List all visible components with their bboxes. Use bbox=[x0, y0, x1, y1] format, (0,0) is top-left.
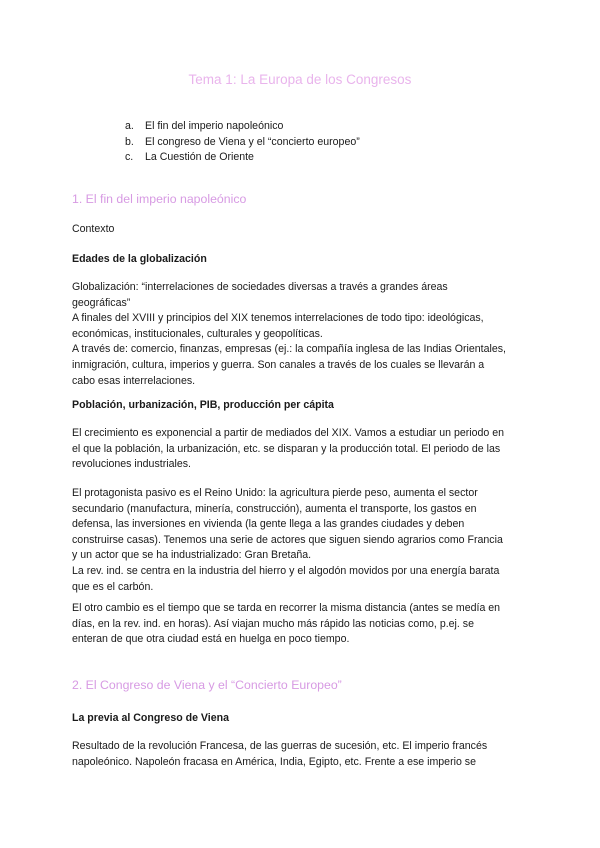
paragraph: Resultado de la revolución Francesa, de las guerras de sucesión, etc. El imperio francés napoleónico. Napoleón fracasa en América, India, Egipto, etc. Frente a ese imperio se bbox=[72, 740, 488, 768]
section-heading: 1. El fin del imperio napoleónico bbox=[72, 192, 247, 206]
paragraph: El otro cambio es el tiempo que se tarda en recorrer la misma distancia (antes se medía en días, en la rev. ind. en horas). Así viajan mucho más rápido las noticias como, p.ej. se enteran de que otra ciudad está en huelga en poco tiempo. bbox=[72, 602, 501, 646]
toc-label: El fin del imperio napoleónico bbox=[145, 120, 284, 132]
toc-marker: b. bbox=[125, 135, 134, 148]
paragraph: El crecimiento es exponencial a partir de mediados del XIX. Vamos a estudiar un periodo en el que la población, la urbanización, etc. se disparan y la producción total. El periodo de las revoluciones industriales. bbox=[72, 427, 505, 471]
subheading: La previa al Congreso de Viena bbox=[72, 712, 230, 724]
toc-item bbox=[125, 135, 360, 151]
table-of-contents bbox=[125, 119, 360, 166]
toc-label: El congreso de Viena y el “concierto europeo” bbox=[145, 135, 360, 148]
toc-item bbox=[125, 150, 360, 166]
section-heading: 2. El Congreso de Viena y el “Concierto Europeo” bbox=[72, 678, 342, 692]
paragraph: Globalización: “interrelaciones de sociedades diversas a través a grandes áreas geográficas” A finales del XVIII y principios del XIX tenemos interrelaciones de todo tipo: ideológicas, económicas, institucionales, culturales y geopolíticas. A través de: comercio, finanzas, empresas (ej.: la compañía inglesa de las Indias Orientales, inmigración, cultura, imperios y guerra. Son canales a través de los cuales se llevarán a cabo esas interrelaciones. bbox=[72, 281, 506, 387]
context-label: Contexto bbox=[72, 223, 115, 235]
toc-marker: c. bbox=[125, 151, 134, 163]
subheading: Edades de la globalización bbox=[72, 253, 207, 265]
toc-marker: a. bbox=[125, 120, 134, 132]
paragraph: El protagonista pasivo es el Reino Unido: la agricultura pierde peso, aumenta el sector secundario (manufactura, minería, construcción), aumenta el transporte, los gastos en defensa, las inversiones en vivienda (la gente llega a las grandes ciudades y deben construirse casas). Tenemos una serie de actores que siguen siendo agrarios como Francia y un actor que se ha industrializado: Gran Bretaña. La rev. ind. se centra en la industria del hierro y el algodón movidos por una energía barata que es el carbón. bbox=[72, 487, 503, 593]
subheading: Población, urbanización, PIB, producción per cápita bbox=[72, 399, 334, 411]
toc-label: La Cuestión de Oriente bbox=[145, 151, 254, 163]
toc-item bbox=[125, 119, 360, 135]
document-title: Tema 1: La Europa de los Congresos bbox=[188, 72, 412, 87]
